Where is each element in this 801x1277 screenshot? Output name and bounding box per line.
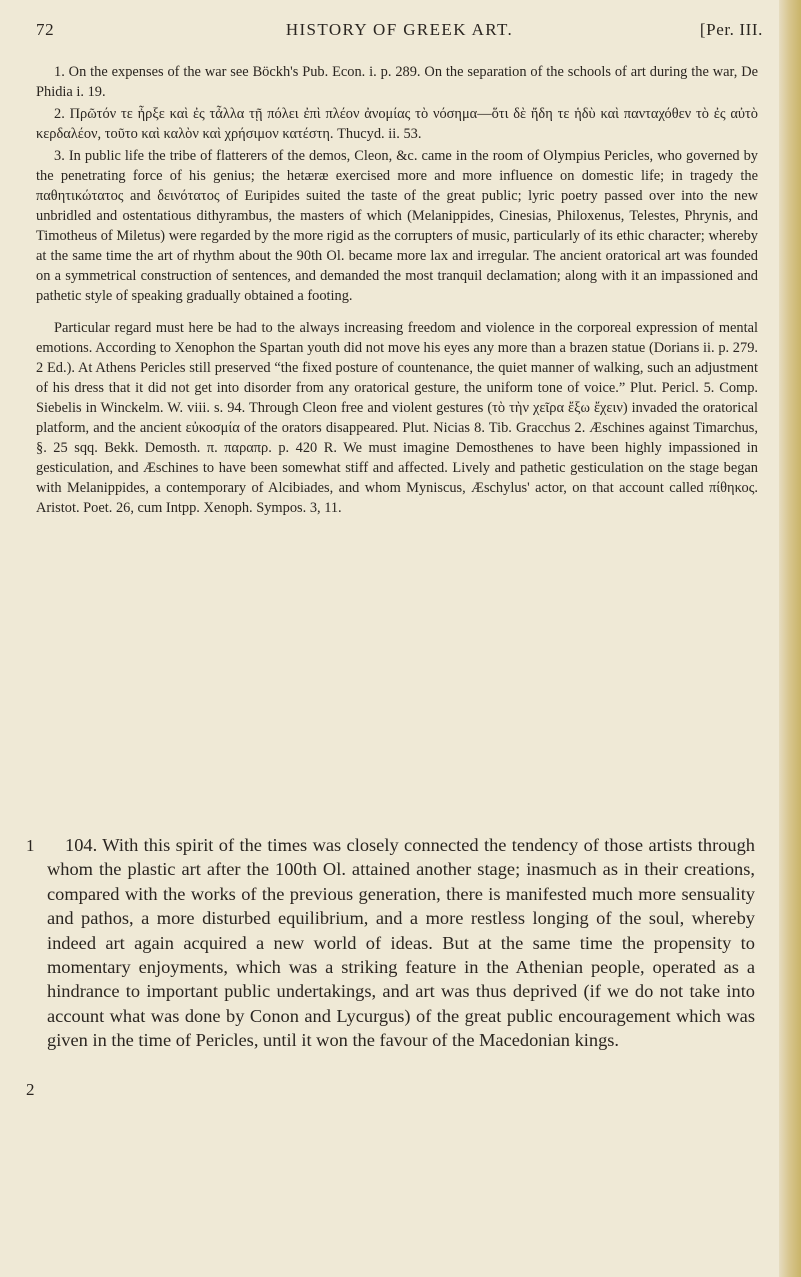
footnote-2: 2. Πρῶτόν τε ἦρξε καὶ ἐς τἆλλα τῇ πόλει ἐπὶ πλέον ἀνομίας τὸ νόσημα—ὅτι δὲ ἤδη τε ἡδὺ καὶ πανταχόθεν τὸ ἐς αὐτὸ κερδαλέον, τοῦτο καὶ καλὸν καὶ χρήσιμον κατέστη. Thucyd. ii. 53. [36,106,758,142]
running-header [36,20,763,46]
footnote-3-continued: Particular regard must here be had to the always increasing freedom and violence in the corporeal expression of mental emotions. According to Xenophon the Spartan youth did not move his eyes any more than a brazen statue (Dorians ii. p. 279. 2 Ed.). At Athens Pericles still preserved “the fixed posture of countenance, the quiet manner of walking, such an adjustment of his dress that it did not get into disorder from any oratorical gesture, the uniform tone of voice.” Plut. Pericl. 5. Comp. Siebelis in Winckelm. W. viii. s. 94. Through Cleon free and violent gestures (τὸ τὴν χεῖρα ἔξω ἔχειν) invaded the oratorical platform, and the ancient εὐκοσμία of the orators disappeared. Plut. Nicias 8. Tib. Gracchus 2. Æschines against Timarchus, §. 25 sqq. Bekk. Demosth. π. παραπρ. p. 420 R. We must imagine Demosthenes to have been highly impassioned in gesticulation, and Æschines to have been somewhat stiff and affected. Lively and pathetic gesticulation on the stage began with Melanippides, a contemporary of Alcibiades, and whom Myniscus, Æschylus' actor, on that account called πίθηκος. Aristot. Poet. 26, cum Intpp. Xenoph. Sympos. 3, 11. [36,320,758,516]
main-text [47,833,755,1053]
margin-number-1: 1 [26,836,35,855]
running-title: HISTORY OF GREEK ART. [285,20,514,39]
period-label: [Per. III. [699,20,763,39]
section-104: 104. With this spirit of the times was closely connected the tendency of those artists through whom the plastic art after the 100th Ol. attained another stage; inasmuch as in their creations, compared with the works of the previous generation, there is manifested much more sensuality and pathos, a more disturbed equilibrium, and a more restless longing of the soul, whereby indeed art again acquired a new world of ideas. But at the same time the propensity to momentary enjoyments, which was a striking feature in the Athenian people, operated as a hindrance to important public undertakings, and art was thus deprived (if we do not take into account what was done by Conon and Lycurgus) of the great public encouragement which was given in the time of Pericles, until it won the favour of the Macedonian kings. [47,835,755,1051]
footnote-1: 1. On the expenses of the war see Böckh's Pub. Econ. i. p. 289. On the separation of the schools of art during the war, De Phidia i. 19. [36,64,758,100]
margin-number-2: 2 [26,1080,35,1099]
page-number: 72 [36,20,55,39]
footnote-3: 3. In public life the tribe of flatterers of the demos, Cleon, &c. came in the room of Olympius Pericles, who governed by the penetrating force of his genius; the hetæræ exercised more and more influence on domestic life; in tragedy the παθητικώτατος and δεινότατος of Euripides suited the taste of the great public; lyric poetry passed over into the new unbridled and ostentatious dithyrambus, the masters of which (Melanippides, Cinesias, Philoxenus, Telestes, Phrynis, and Timotheus of Miletus) were regarded by the more rigid as the corrupters of music, particularly of its ethic character; whereby at the same time the art of rhythm about the 90th Ol. became more lax and irregular. The ancient oratorical art was founded on a symmetrical construction of sentences, and demanded the most tranquil declamation; along with it an impassioned and pathetic style of speaking gradually obtained a footing. [36,148,758,304]
page-edge [779,0,801,1277]
footnotes [36,62,758,520]
